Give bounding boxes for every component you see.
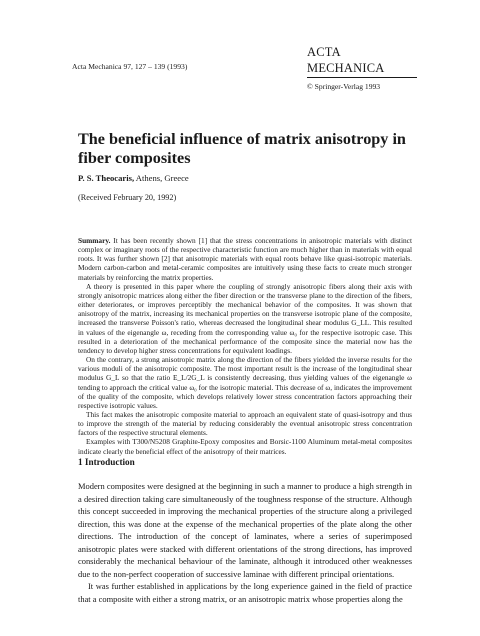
abstract-paragraph: A theory is presented in this paper where the coupling of strongly anisotropic fibers along their axis with strongly anisotropic matrices along either the fiber direction or the transverse plane to the direction of the fibers, either deteriorates, or improves perceptibly the mechanical behavior of the composites. It was shown that anisotropy of the matrix, increasing its mechanical properties on the transverse isotropic plane of the composite, increased the transverse Poisson's ratio, whereas decreased the longitudinal shear modulus G_LL. This resulted in values of the eigenangle ω, receding from the corresponding value ω₀ for the respective isotropic case. This resulted in a deterioration of the mechanical performance of the composite since the material now has the tendency to develop higher stress concentrations for equivalent loadings.: [78, 281, 412, 355]
journal-citation: Acta Mechanica 97, 127 – 139 (1993): [72, 62, 188, 71]
body-paragraph: Modern composites were designed at the beginning in such a manner to produce a high strength in a desired direction taking care simultaneously of the toughness response of the structure. Although this concept succeeded in improving the mechanical properties of the structure along a privileged direction, this was done at the expense of the mechanical properties of the plate along the other directions. The introduction of the concept of laminates, where a series of superimposed anisotropic plates were stacked with different orientations of the strong directions, has improved considerably the mechanical behaviour of the laminate, although it introduced other weaknesses due to the non-perfect cooperation of successive laminae with different principal orientations.: [78, 481, 412, 579]
abstract-paragraph: Examples with T300/N5208 Graphite-Epoxy composites and Borsic-1100 Aluminum metal-metal composites indicate clearly the beneficial effect of the anisotropy of their matrices.: [78, 437, 412, 456]
abstract-label: Summary.: [78, 236, 111, 245]
section-body: [78, 480, 412, 605]
article-title: The beneficial influence of matrix anisotropy in fiber composites: [78, 130, 406, 167]
author-location: Athens, Greece: [134, 173, 189, 183]
journal-name: ACTA MECHANICA: [307, 44, 417, 78]
abstract: [78, 236, 412, 456]
abstract-paragraph: On the contrary, a strong anisotropic matrix along the direction of the fibers yielded the inverse results for the various moduli of the anisotropic composite. The most important result is the increase of the longitudinal shear modulus G_L so that the ratio E_L/2G_L is consistently decreasing, thus yielding values of the eigenangle ω tending to approach the critical value ω₀ for the isotropic material. This decrease of ω, indicates the improvement of the quality of the composite, which develops relatively lower stress concentration factors approaching their respective isotropic values.: [78, 355, 412, 410]
author-line: [78, 173, 189, 183]
journal-masthead: [307, 44, 417, 91]
received-date: (Received February 20, 1992): [78, 193, 177, 202]
section-heading: 1 Introduction: [78, 457, 135, 467]
copyright-notice: © Springer-Verlag 1993: [307, 82, 381, 91]
body-paragraph: It was further established in applications by the long experience gained in the field of practice that a composite with either a strong matrix, or an anisotropic matrix whose properties along the: [78, 581, 412, 604]
abstract-paragraph: Summary. It has been recently shown [1] that the stress concentrations in anisotropic materials with distinct complex or imaginary roots of the respective characteristic function are much higher than in materials with equal roots. It was further shown [2] that anisotropic materials with equal roots behave like quasi-isotropic materials. Modern carbon-carbon and metal-ceramic composites are intuitively using these facts to create much stronger materials by reinforcing the matrix properties.: [78, 236, 412, 282]
author-name: P. S. Theocaris,: [78, 173, 135, 183]
abstract-paragraph: This fact makes the anisotropic composite material to approach an equivalent state of quasi-isotropy and thus to improve the strength of the material by reducing considerably the eventual anisotropic stress concentration factors of the respective structural elements.: [78, 409, 412, 438]
